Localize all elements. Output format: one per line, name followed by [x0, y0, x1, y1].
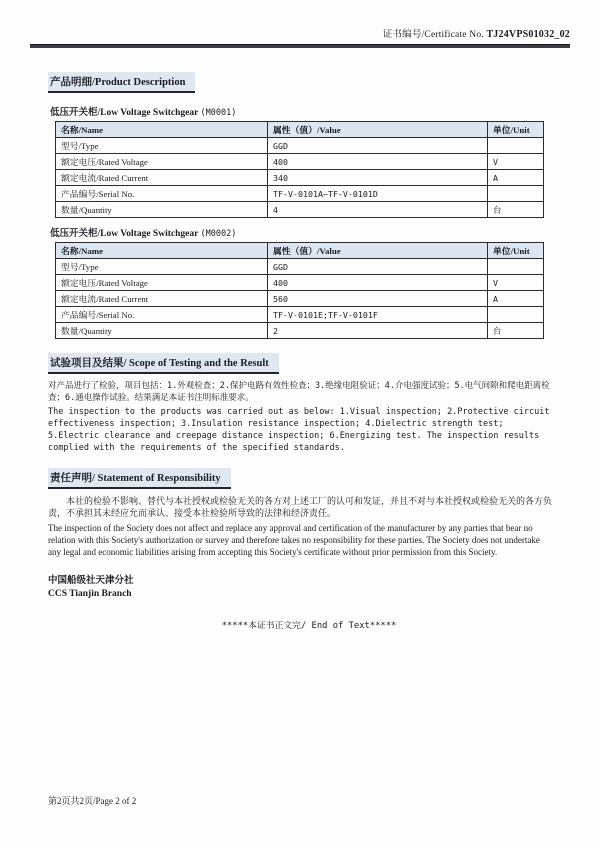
issuing-branch-cn: 中国船级社天津分社 [48, 575, 134, 586]
table-row [56, 307, 544, 323]
table-header-row [56, 122, 544, 138]
column-header: 名称/Name [56, 122, 268, 138]
header-rule [30, 44, 570, 48]
name-cell: 产品编号/Serial No. [56, 186, 268, 202]
name-cell: 额定电压/Rated Voltage [56, 275, 268, 291]
unit-cell [488, 138, 544, 154]
table-row [56, 170, 544, 186]
value-cell: 400 [268, 154, 488, 170]
certificate-header [48, 26, 570, 44]
value-cell: 2 [268, 323, 488, 339]
table-caption-text: 低压开关柜/Low Voltage Switchgear [50, 229, 201, 239]
unit-cell: A [488, 170, 544, 186]
table-row [56, 275, 544, 291]
issuing-branch-en: CCS Tianjin Branch [48, 588, 132, 599]
unit-cell: V [488, 275, 544, 291]
table-row [56, 186, 544, 202]
value-cell: 560 [268, 291, 488, 307]
certificate-no-value: TJ24VPS01032_02 [486, 29, 570, 40]
name-cell: 型号/Type [56, 259, 268, 275]
value-cell: TF-V-0101A~TF-V-0101D [268, 186, 488, 202]
name-cell: 型号/Type [56, 138, 268, 154]
section-title-responsibility: 责任声明/ Statement of Responsibility [48, 468, 231, 489]
name-cell: 额定电压/Rated Voltage [56, 154, 268, 170]
product-table [55, 121, 544, 218]
page-footer: 第2页共2页/Page 2 of 2 [48, 796, 137, 806]
product-table-block [48, 225, 570, 339]
table-caption [50, 225, 570, 239]
table-row [56, 138, 544, 154]
section-title-product: 产品明细/Product Description [48, 72, 195, 93]
value-cell: 400 [268, 275, 488, 291]
value-cell: GGD [268, 259, 488, 275]
table-row [56, 291, 544, 307]
unit-cell: 台 [488, 323, 544, 339]
unit-cell [488, 259, 544, 275]
value-cell: 4 [268, 202, 488, 218]
table-row [56, 323, 544, 339]
column-header: 属性（值）/Value [268, 243, 488, 259]
table-caption [50, 104, 570, 118]
testing-paragraph-en: The inspection to the products was carried out as below: 1.Visual inspection; 2.Protective circuit effectiveness inspection; 3.Insulation resistance inspection; 4.Dielectric strength test; 5.Electric clearance and creepage distance inspection; 6.Energizing test. The inspection results complied with the requirements of the specified standards. [48, 407, 550, 453]
responsibility-paragraph-en: The inspection of the Society does not affect and replace any approval and certification of the manufacturer by any parties that bear no relation with this Society's authorization or survey and therefore takes no responsibility for these parties. The Society does not undertake any legal and economic liabilities arising from accepting this Society's certificate without prior permission from this Society. [48, 523, 540, 557]
value-cell: TF-V-0101E;TF-V-0101F [268, 307, 488, 323]
table-caption-code: (M0001) [200, 108, 237, 118]
end-of-text: *****本证书正文完/ End of Text***** [221, 621, 397, 632]
column-header: 单位/Unit [488, 122, 544, 138]
table-row [56, 259, 544, 275]
name-cell: 额定电流/Rated Current [56, 291, 268, 307]
value-cell: GGD [268, 138, 488, 154]
column-header: 属性（值）/Value [268, 122, 488, 138]
unit-cell: V [488, 154, 544, 170]
table-row [56, 154, 544, 170]
value-cell: 340 [268, 170, 488, 186]
product-table-block [48, 104, 570, 218]
section-title-testing: 试验项目及结果/ Scope of Testing and the Result [48, 353, 279, 374]
unit-cell: A [488, 291, 544, 307]
certificate-no-label: 证书编号/Certificate No. [382, 30, 487, 40]
testing-paragraph-cn: 对产品进行了检验，项目包括：1.外观检查；2.保护电路有效性检查；3.绝缘电阻验证；4.介电强度试验；5.电气间隙和爬电距离检查；6.通电操作试验。结果满足本证书注明标准要求。 [48, 381, 550, 403]
unit-cell [488, 186, 544, 202]
table-header-row [56, 243, 544, 259]
table-row [56, 202, 544, 218]
table-caption-code: (M0002) [200, 229, 237, 239]
column-header: 单位/Unit [488, 243, 544, 259]
name-cell: 额定电流/Rated Current [56, 170, 268, 186]
table-caption-text: 低压开关柜/Low Voltage Switchgear [50, 108, 201, 118]
name-cell: 数量/Quantity [56, 323, 268, 339]
column-header: 名称/Name [56, 243, 268, 259]
name-cell: 产品编号/Serial No. [56, 307, 268, 323]
product-tables [48, 104, 570, 339]
unit-cell: 台 [488, 202, 544, 218]
product-table [55, 242, 544, 339]
issuing-branch [48, 575, 570, 601]
responsibility-paragraph-cn: 本社的检验不影响、替代与本社授权或检验无关的各方对上述工厂的认可和发证，并且不对与本社授权或检验无关的各方负责，不承担其未经应允而承认、接受本社检验所导致的法律和经济责任。 [48, 496, 553, 519]
name-cell: 数量/Quantity [56, 202, 268, 218]
unit-cell [488, 307, 544, 323]
